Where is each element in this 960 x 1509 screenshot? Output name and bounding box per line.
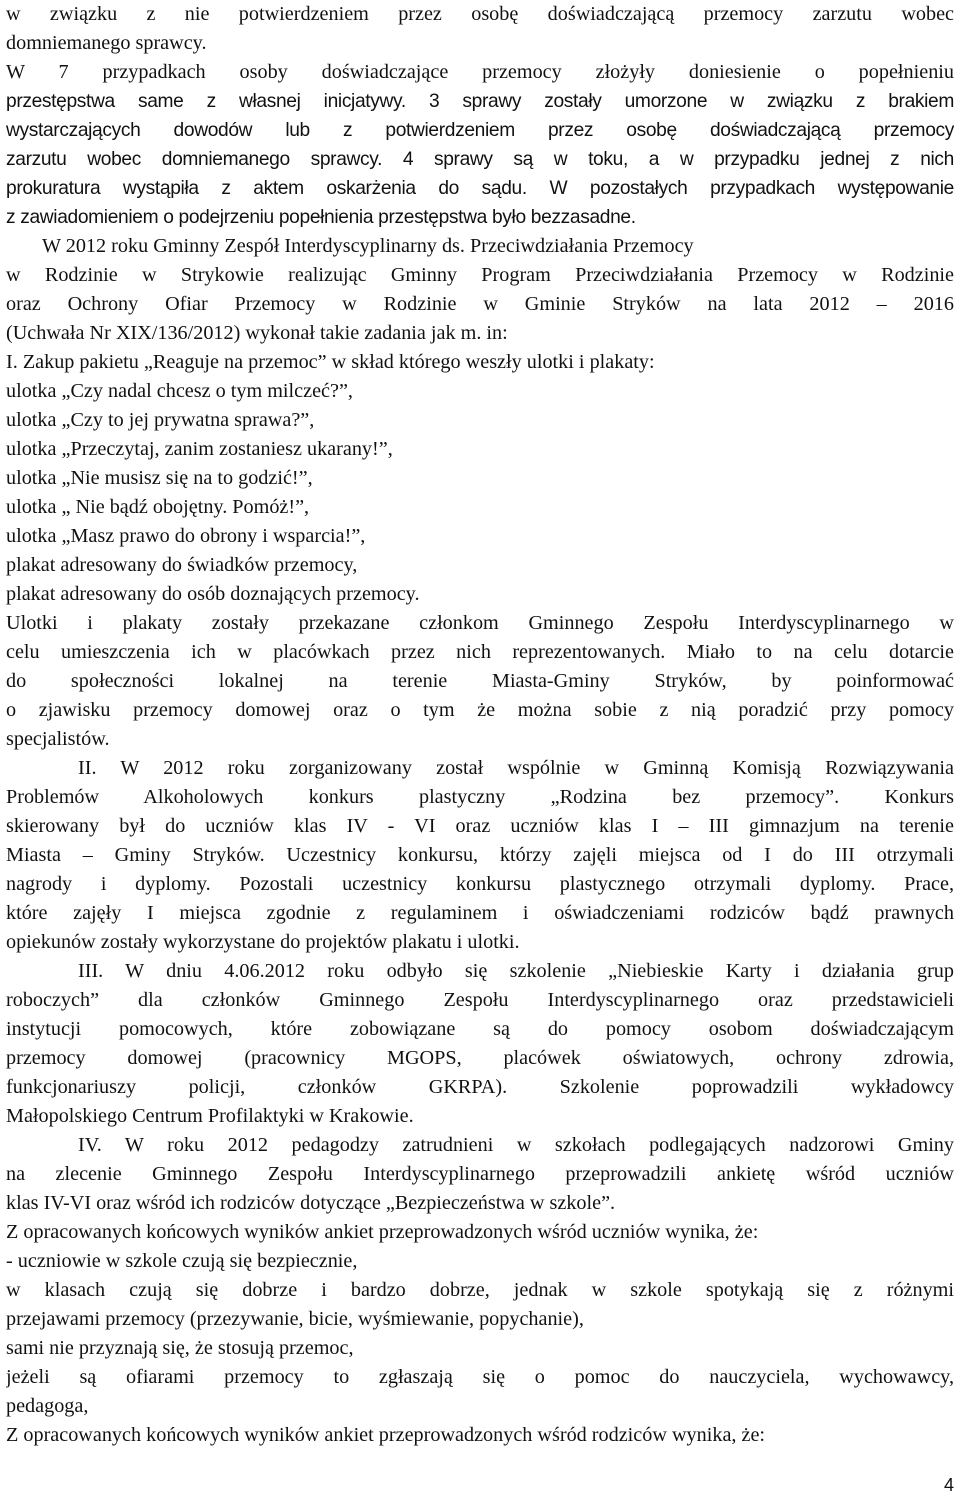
section-heading: I. Zakup pakietu „Reaguje na przemoc” w skład którego weszły ulotki i plakaty:: [6, 351, 655, 373]
list-item: ulotka „Czy to jej prywatna sprawa?”,: [6, 409, 315, 431]
list-item: jeżeli są ofiarami przemocy to zgłaszają się o pomoc do nauczyciela, wychowawcy,: [6, 1366, 954, 1388]
list-item: w klasach czują się dobrze i bardzo dobrze, jednak w szkole spotykają się z różnymi: [6, 1279, 954, 1301]
text-line: o zjawisku przemocy domowej oraz o tym że można sobie z nią poradzić przy pomocy: [6, 699, 954, 721]
list-item: ulotka „Nie musisz się na to godzić!”,: [6, 467, 313, 489]
list-item: plakat adresowany do świadków przemocy,: [6, 554, 358, 576]
page-number: 4: [943, 1475, 954, 1495]
text-line: Miasta – Gminy Stryków. Uczestnicy konkursu, którzy zajęli miejsca od I do III otrzymali: [6, 844, 954, 866]
text-line: W 7 przypadkach osoby doświadczające przemocy złożyły doniesienie o popełnieniu: [6, 61, 954, 83]
text-line: roboczych” dla członków Gminnego Zespołu Interdyscyplinarnego oraz przedstawicieli: [6, 989, 954, 1011]
text-line: (Uchwała Nr XIX/136/2012) wykonał takie zadania jak m. in:: [6, 322, 508, 344]
section-heading: IV. W roku 2012 pedagodzy zatrudnieni w szkołach podlegających nadzorowi Gminy: [78, 1134, 954, 1156]
text-line: przemocy domowej (pracownicy MGOPS, placówek oświatowych, ochrony zdrowia,: [6, 1047, 954, 1069]
text-line: w związku z nie potwierdzeniem przez osobę doświadczającą przemocy zarzutu wobec: [6, 3, 954, 25]
text-line: na zlecenie Gminnego Zespołu Interdyscyplinarnego przeprowadzili ankietę wśród uczniów: [6, 1163, 954, 1185]
text-line: skierowany był do uczniów klas IV - VI oraz uczniów klas I – III gimnazjum na terenie: [6, 815, 954, 837]
text-line: z zawiadomieniem o podejrzeniu popełnienia przestępstwa było bezzasadne.: [6, 207, 636, 228]
list-item: ulotka „ Nie bądź obojętny. Pomóż!”,: [6, 496, 310, 518]
text-line: opiekunów zostały wykorzystane do projektów plakatu i ulotki.: [6, 931, 520, 953]
text-line: Ulotki i plakaty zostały przekazane członkom Gminnego Zespołu Interdyscyplinarnego w: [6, 612, 954, 634]
text-line: wystarczających dowodów lub z potwierdzeniem przez osobę doświadczającą przemocy: [6, 120, 954, 141]
text-line: Problemów Alkoholowych konkurs plastyczny „Rodzina bez przemocy”. Konkurs: [6, 786, 954, 808]
text-line: klas IV-VI oraz wśród ich rodziców dotyczące „Bezpieczeństwa w szkole”.: [6, 1192, 616, 1214]
section-heading: II. W 2012 roku zorganizowany został wspólnie w Gminną Komisją Rozwiązywania: [78, 757, 954, 779]
text-line: przestępstwa same z własnej inicjatywy. 3 sprawy zostały umorzone w związku z brakiem: [6, 91, 954, 112]
list-item: - uczniowie w szkole czują się bezpiecznie,: [6, 1250, 358, 1272]
text-line: przejawami przemocy (przezywanie, bicie, wyśmiewanie, popychanie),: [6, 1308, 584, 1330]
list-item: ulotka „Masz prawo do obrony i wsparcia!”,: [6, 525, 366, 547]
text-line: pedagoga,: [6, 1395, 89, 1417]
text-line: w Rodzinie w Strykowie realizując Gminny Program Przeciwdziałania Przemocy w Rodzinie: [6, 264, 954, 286]
text-line: do społeczności lokalnej na terenie Miasta-Gminy Stryków, by poinformować: [6, 670, 954, 692]
list-item: plakat adresowany do osób doznających przemocy.: [6, 583, 420, 605]
text-line: które zajęły I miejsca zgodnie z regulaminem i oświadczeniami rodziców bądź prawnych: [6, 902, 954, 924]
text-line: Małopolskiego Centrum Profilaktyki w Krakowie.: [6, 1105, 414, 1127]
text-line: oraz Ochrony Ofiar Przemocy w Rodzinie w Gminie Stryków na lata 2012 – 2016: [6, 293, 954, 315]
text-line: Z opracowanych końcowych wyników ankiet przeprowadzonych wśród uczniów wynika, że:: [6, 1221, 759, 1243]
text-line: celu umieszczenia ich w placówkach przez nich reprezentowanych. Miało to na celu dotarcie: [6, 641, 954, 663]
text-line: funkcjonariuszy policji, członków GKRPA). Szkolenie poprowadzili wykładowcy: [6, 1076, 954, 1098]
section-heading: III. W dniu 4.06.2012 roku odbyło się szkolenie „Niebieskie Karty i działania grup: [78, 960, 954, 982]
text-line: W 2012 roku Gminny Zespół Interdyscyplinarny ds. Przeciwdziałania Przemocy: [42, 235, 694, 257]
text-line: instytucji pomocowych, które zobowiązane są do pomocy osobom doświadczającym: [6, 1018, 954, 1040]
text-line: prokuratura wystąpiła z aktem oskarżenia do sądu. W pozostałych przypadkach występowanie: [6, 178, 954, 199]
list-item: ulotka „Czy nadal chcesz o tym milczeć?”,: [6, 380, 353, 402]
text-line: nagrody i dyplomy. Pozostali uczestnicy konkursu plastycznego otrzymali dyplomy. Prace,: [6, 873, 954, 895]
text-line: zarzutu wobec domniemanego sprawcy. 4 sprawy są w toku, a w przypadku jednej z nich: [6, 149, 954, 170]
text-line: Z opracowanych końcowych wyników ankiet przeprowadzonych wśród rodziców wynika, że:: [6, 1424, 766, 1446]
list-item: sami nie przyznają się, że stosują przemoc,: [6, 1337, 354, 1359]
text-line: domniemanego sprawcy.: [6, 32, 207, 54]
list-item: ulotka „Przeczytaj, zanim zostaniesz ukarany!”,: [6, 438, 393, 460]
text-line: specjalistów.: [6, 728, 110, 750]
document-page: [6, 0, 954, 1450]
